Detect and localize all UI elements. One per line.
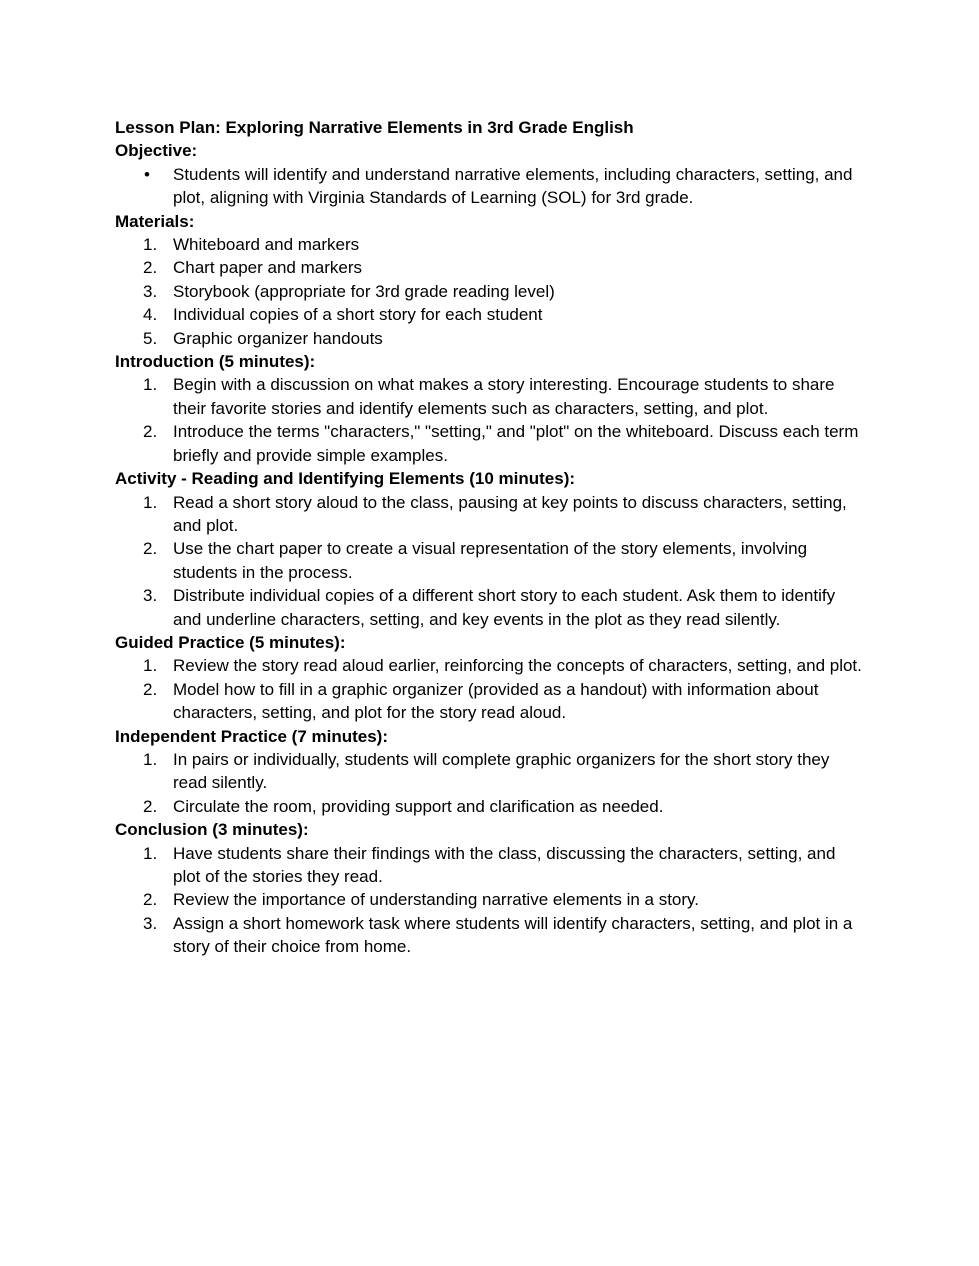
list-item [115, 888, 865, 911]
list-item-text: Use the chart paper to create a visual representation of the story elements, involving students in the process. [173, 539, 808, 582]
document-title: Lesson Plan: Exploring Narrative Elements in 3rd Grade English [115, 118, 634, 137]
list-number: 1. [143, 749, 158, 769]
list-item [115, 912, 865, 959]
section-heading-guided-practice: Guided Practice (5 minutes): [115, 632, 346, 652]
bullet-marker: • [144, 164, 150, 184]
list-item [115, 678, 865, 725]
list-item-text: Chart paper and markers [173, 258, 362, 278]
materials-list [115, 233, 865, 350]
list-number: 1. [143, 492, 158, 512]
list-number: 1. [143, 375, 158, 395]
list-item-text: Read a short story aloud to the class, pausing at key points to discuss characters, setting, and plot. [173, 492, 847, 535]
list-number: 3. [143, 913, 158, 933]
list-number: 1. [143, 656, 158, 676]
list-item [115, 233, 865, 256]
list-item [115, 256, 865, 279]
list-item-text: Students will identify and understand narrative elements, including characters, setting, and plot, aligning with Virginia Standards of Learning (SOL) for 3rd grade. [173, 164, 853, 208]
list-item-text: Have students share their findings with the class, discussing the characters, setting, and plot of the stories they read. [173, 843, 836, 886]
list-item [115, 842, 865, 889]
list-item [115, 420, 865, 467]
list-item [115, 327, 865, 350]
list-number: 3. [143, 281, 158, 301]
list-item [115, 280, 865, 303]
list-number: 3. [143, 586, 158, 606]
section-heading-objective: Objective: [115, 141, 198, 161]
objective-list [115, 163, 865, 210]
section-heading-materials: Materials: [115, 211, 195, 231]
list-number: 2. [143, 679, 158, 699]
activity-list [115, 491, 865, 631]
list-item [115, 795, 865, 818]
list-item-text: Begin with a discussion on what makes a story interesting. Encourage students to share their favorite stories and identify elements such as characters, setting, and plot. [173, 375, 835, 418]
independent-practice-list [115, 748, 865, 818]
section-heading-conclusion: Conclusion (3 minutes): [115, 820, 309, 840]
list-item-text: Distribute individual copies of a different short story to each student. Ask them to identify and underline characters, setting, and key events in the plot as they read silently. [173, 586, 836, 629]
list-number: 2. [143, 796, 158, 816]
section-heading-independent-practice: Independent Practice (7 minutes): [115, 726, 388, 746]
list-item-text: Review the importance of understanding narrative elements in a story. [173, 890, 700, 910]
list-item-text: Individual copies of a short story for each student [173, 305, 543, 325]
document-page [115, 116, 865, 959]
list-item-text: Graphic organizer handouts [173, 328, 383, 348]
list-item [115, 303, 865, 326]
list-item-text: In pairs or individually, students will complete graphic organizers for the short story they read silently. [173, 749, 830, 793]
list-number: 2. [143, 258, 158, 278]
list-number: 4. [143, 305, 158, 325]
section-heading-activity: Activity - Reading and Identifying Elements (10 minutes): [115, 469, 576, 489]
list-item-text: Storybook (appropriate for 3rd grade reading level) [173, 281, 555, 301]
list-item [115, 373, 865, 420]
list-number: 1. [143, 235, 158, 255]
list-number: 2. [143, 422, 158, 442]
list-number: 5. [143, 328, 158, 348]
list-item [115, 748, 865, 795]
list-item [115, 584, 865, 631]
list-item-text: Assign a short homework task where students will identify characters, setting, and plot in a story of their choice from home. [173, 913, 853, 957]
list-item-text: Model how to fill in a graphic organizer (provided as a handout) with information about characters, setting, and plot for the story read aloud. [173, 679, 819, 723]
list-number: 2. [143, 890, 158, 910]
list-item-text: Circulate the room, providing support and clarification as needed. [173, 796, 664, 816]
list-item-text: Review the story read aloud earlier, reinforcing the concepts of characters, setting, and plot. [173, 656, 862, 676]
list-item-text: Whiteboard and markers [173, 235, 360, 255]
list-item [115, 654, 865, 677]
guided-practice-list [115, 654, 865, 724]
introduction-list [115, 373, 865, 467]
list-item [115, 537, 865, 584]
section-heading-introduction: Introduction (5 minutes): [115, 352, 316, 372]
list-item [115, 491, 865, 538]
list-item [115, 163, 865, 210]
conclusion-list [115, 842, 865, 959]
list-number: 2. [143, 539, 158, 559]
list-item-text: Introduce the terms "characters," "setting," and "plot" on the whiteboard. Discuss each term briefly and provide simple examples. [173, 422, 859, 465]
list-number: 1. [143, 843, 158, 863]
